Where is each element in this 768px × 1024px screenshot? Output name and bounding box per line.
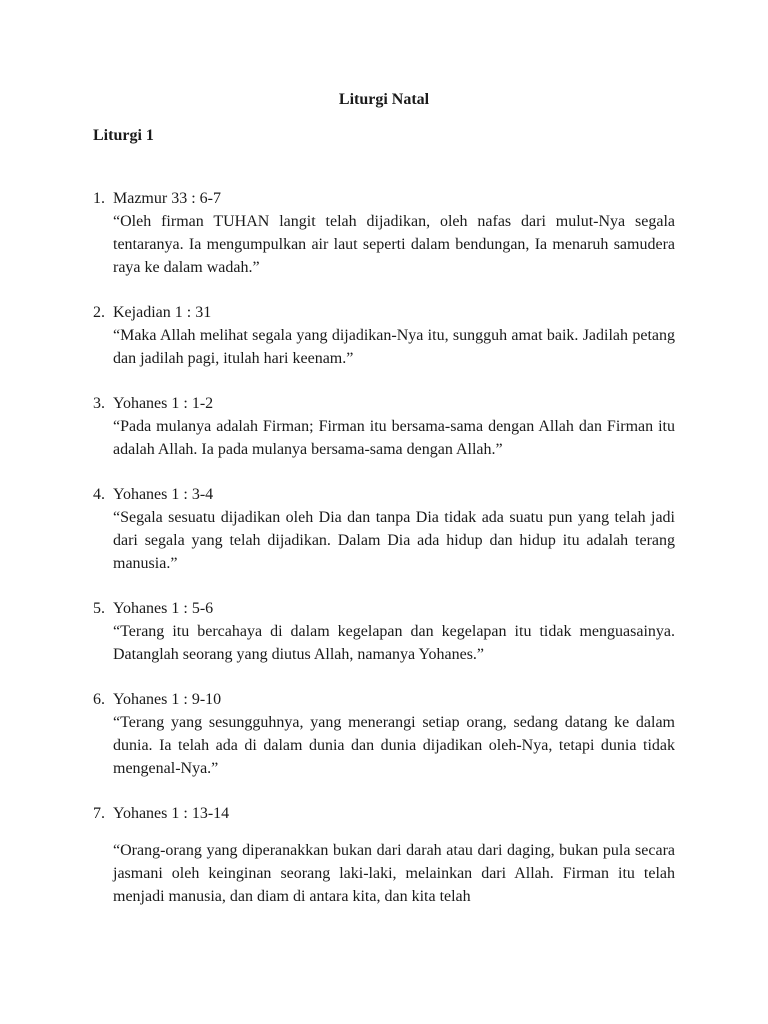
list-item [93, 483, 675, 575]
scripture-reference: Kejadian 1 : 31 [113, 304, 212, 321]
scripture-quote: “Maka Allah melihat segala yang dijadikan-Nya itu, sungguh amat baik. Jadilah petang dan jadilah pagi, itulah hari keenam.” [113, 327, 675, 367]
item-number: 2. [93, 304, 105, 321]
reading-list [93, 187, 675, 930]
scripture-reference: Mazmur 33 : 6-7 [113, 190, 221, 207]
list-item [93, 688, 675, 780]
list-item [93, 597, 675, 666]
item-number: 1. [93, 190, 105, 207]
scripture-reference: Yohanes 1 : 1-2 [113, 395, 214, 412]
page-title: Liturgi Natal [338, 91, 430, 108]
scripture-quote: “Terang yang sesungguhnya, yang menerangi setiap orang, sedang datang ke dalam dunia. Ia telah ada di dalam dunia dan dunia dijadikan oleh-Nya, tetapi dunia tidak mengenal-Nya.” [113, 714, 675, 777]
scripture-reference: Yohanes 1 : 13-14 [113, 805, 230, 822]
scripture-reference: Yohanes 1 : 9-10 [113, 691, 222, 708]
scripture-quote: “Pada mulanya adalah Firman; Firman itu bersama-sama dengan Allah dan Firman itu adalah Allah. Ia pada mulanya bersama-sama dengan Allah.” [113, 418, 675, 458]
list-item [93, 187, 675, 279]
item-number: 6. [93, 691, 105, 708]
item-number: 5. [93, 600, 105, 617]
scripture-quote: “Oleh firman TUHAN langit telah dijadikan, oleh nafas dari mulut-Nya segala tentaranya. Ia mengumpulkan air laut seperti dalam bendungan, Ia menaruh samudera raya ke dalam wadah.” [113, 213, 675, 276]
scripture-quote: “Segala sesuatu dijadikan oleh Dia dan tanpa Dia tidak ada suatu pun yang telah jadi dari segala yang telah dijadikan. Dalam Dia ada hidup dan hidup itu adalah terang manusia.” [113, 509, 675, 572]
scripture-quote: “Terang itu bercahaya di dalam kegelapan dan kegelapan itu tidak menguasainya. Datanglah seorang yang diutus Allah, namanya Yohanes.” [113, 623, 675, 663]
list-item [93, 392, 675, 461]
scripture-reference: Yohanes 1 : 5-6 [113, 600, 214, 617]
item-number: 7. [93, 805, 105, 822]
list-item [93, 802, 675, 908]
scripture-reference: Yohanes 1 : 3-4 [113, 486, 214, 503]
section-subtitle: Liturgi 1 [93, 127, 154, 144]
scripture-quote: “Orang-orang yang diperanakkan bukan dari darah atau dari daging, bukan pula secara jasmani oleh keinginan seorang laki-laki, melainkan dari Allah. Firman itu telah menjadi manusia, dan diam di antara kita, dan kita telah [113, 842, 675, 905]
item-number: 4. [93, 486, 105, 503]
list-item [93, 301, 675, 370]
item-number: 3. [93, 395, 105, 412]
